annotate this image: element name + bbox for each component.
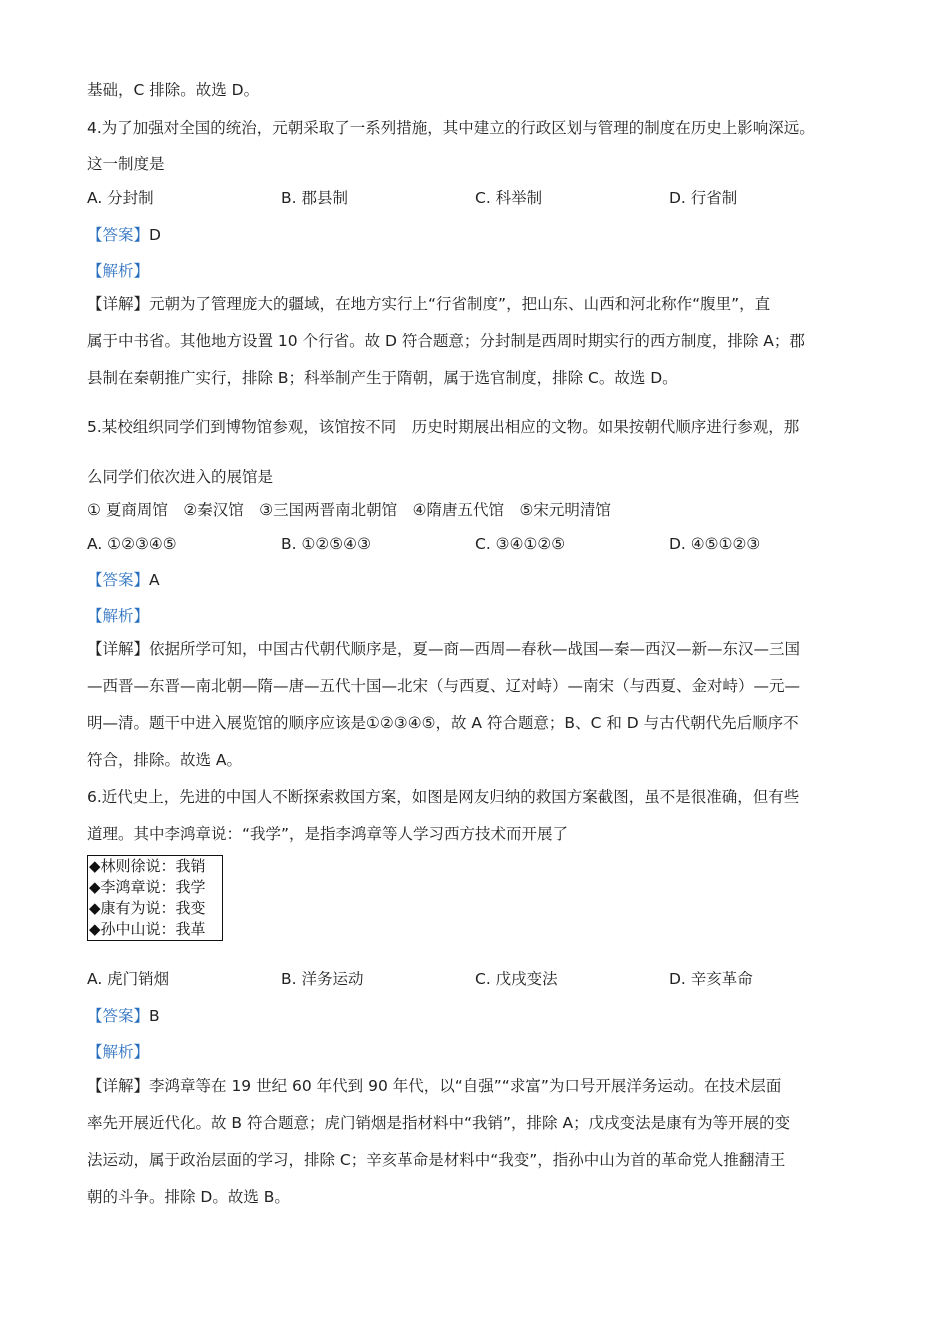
answer-label: 【答案】: [87, 571, 150, 589]
quote-box: [87, 855, 223, 941]
q5-detail-line: —西晋—东晋—南北朝—隋—唐—五代十国—北宋（与西夏、辽对峙）—南宋（与西夏、金对峙）—元—: [87, 677, 801, 695]
q5-option-a: A. ①②③④⑤: [87, 535, 177, 553]
q6-option-c: C. 戊戌变法: [475, 970, 558, 988]
q4-option-c: C. 科举制: [475, 189, 543, 207]
q6-answer: [87, 1005, 160, 1027]
question-5-stem: 5.某校组织同学们到博物馆参观，该馆按不同 历史时期展出相应的文物。如果按朝代顺序进行参观，那: [87, 418, 800, 436]
q5-analysis-label: 【解析】: [87, 607, 150, 625]
q5-option-c: C. ③④①②⑤: [475, 535, 566, 553]
q4-detail: [87, 293, 770, 315]
question-6-stem-cont: 道理。其中李鸿章说：“我学”，是指李鸿章等人学习西方技术而开展了: [87, 825, 569, 843]
q6-option-a: A. 虎门销烟: [87, 970, 170, 988]
detail-text: 依据所学可知，中国古代朝代顺序是，夏—商—西周—春秋—战国—秦—西汉—新—东汉—三国: [149, 640, 801, 658]
q5-answer: [87, 569, 160, 591]
q6-detail-line: 朝的斗争。排除 D。故选 B。: [87, 1188, 290, 1206]
q5-option-b: B. ①②⑤④③: [281, 535, 371, 553]
quote-line: ◆康有为说：我变: [89, 899, 206, 917]
q4-analysis-label: 【解析】: [87, 262, 150, 280]
question-5-stem-cont: 么同学们依次进入的展馆是: [87, 468, 274, 486]
answer-label: 【答案】: [87, 226, 150, 244]
q6-detail-line: 率先开展近代化。故 B 符合题意；虎门销烟是指材料中“我销”，排除 A；戊戌变法是康有为等开展的变: [87, 1114, 791, 1132]
answer-value: A: [149, 571, 160, 589]
answer-value: D: [149, 226, 161, 244]
q4-option-d: D. 行省制: [669, 189, 738, 207]
q5-detail-line: 符合，排除。故选 A。: [87, 751, 243, 769]
answer-label: 【答案】: [87, 1007, 150, 1025]
q4-detail-line: 县制在秦朝推广实行，排除 B；科举制产生于隋朝，属于选官制度，排除 C。故选 D。: [87, 369, 678, 387]
q6-detail-line: 法运动，属于政治层面的学习，排除 C；辛亥革命是材料中“我变”，指孙中山为首的革命党人推翻清王: [87, 1151, 786, 1169]
quote-line: ◆孙中山说：我革: [89, 920, 206, 938]
q5-detail-line: 明—清。题干中进入展览馆的顺序应该是①②③④⑤，故 A 符合题意；B、C 和 D 与古代朝代先后顺序不: [87, 714, 799, 732]
q6-option-b: B. 洋务运动: [281, 970, 364, 988]
detail-text: 元朝为了管理庞大的疆域，在地方实行上“行省制度”，把山东、山西和河北称作“腹里”，直: [149, 295, 771, 313]
q4-option-b: B. 郡县制: [281, 189, 348, 207]
q4-answer: [87, 224, 161, 246]
quote-line: ◆李鸿章说：我学: [89, 878, 206, 896]
q6-detail: [87, 1075, 781, 1097]
q4-detail-line: 属于中书省。其他地方设置 10 个行省。故 D 符合题意；分封制是西周时期实行的西方制度，排除 A；郡: [87, 332, 805, 350]
q5-detail: [87, 638, 800, 660]
question-6-stem: 6.近代史上，先进的中国人不断探索救国方案，如图是网友归纳的救国方案截图，虽不是很准确，但有些: [87, 788, 800, 806]
detail-label: 【详解】: [87, 1077, 150, 1095]
detail-label: 【详解】: [87, 295, 150, 313]
question-4-stem: 4.为了加强对全国的统治，元朝采取了一系列措施，其中建立的行政区划与管理的制度在历史上影响深远。: [87, 119, 815, 137]
q6-analysis-label: 【解析】: [87, 1043, 150, 1061]
q5-option-d: D. ④⑤①②③: [669, 535, 761, 553]
question-5-halls: ① 夏商周馆 ②秦汉馆 ③三国两晋南北朝馆 ④隋唐五代馆 ⑤宋元明清馆: [87, 501, 611, 519]
question-4-stem-cont: 这一制度是: [87, 155, 165, 173]
text-line: 基础，C 排除。故选 D。: [87, 81, 260, 99]
q6-option-d: D. 辛亥革命: [669, 970, 753, 988]
detail-label: 【详解】: [87, 640, 150, 658]
answer-value: B: [149, 1007, 160, 1025]
q4-option-a: A. 分封制: [87, 189, 154, 207]
quote-line: ◆林则徐说：我销: [89, 857, 206, 875]
detail-text: 李鸿章等在 19 世纪 60 年代到 90 年代，以“自强”“求富”为口号开展洋务运动。在技术层面: [149, 1077, 782, 1095]
